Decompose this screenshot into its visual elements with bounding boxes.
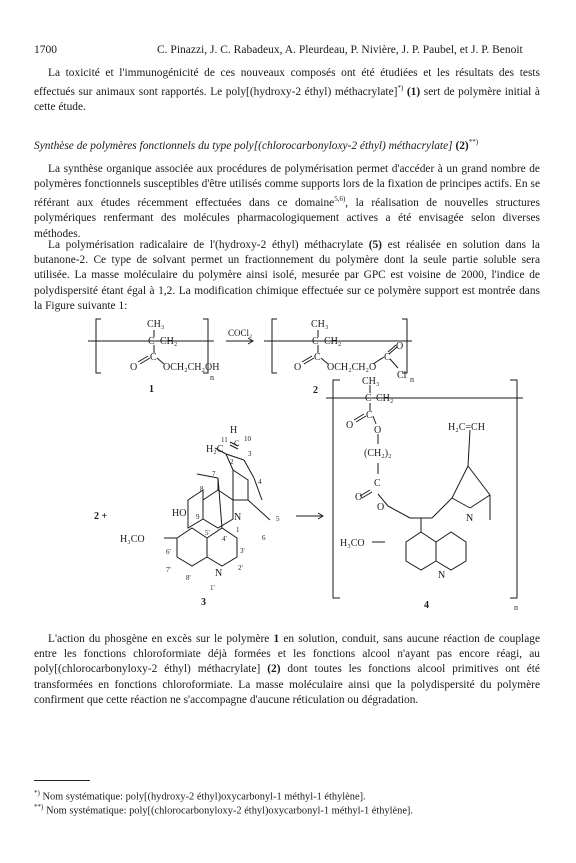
svg-text:1: 1 xyxy=(236,526,240,534)
label-och2ch2oh: OCH₂CH₂OH xyxy=(163,362,220,373)
compound-label-3: 3 xyxy=(201,597,206,608)
label-n-quinuclidine: N xyxy=(466,513,474,524)
footnote-2: **) Nom systématique: poly[(chlorocarbonyloxy-2 éthyl)oxycarbonyl-1 méthyl-1 éthylène]. xyxy=(34,803,413,817)
label-c: C xyxy=(148,336,155,347)
product-4-structure xyxy=(326,380,523,598)
label-c: C xyxy=(365,393,372,404)
svg-text:9: 9 xyxy=(196,513,200,521)
label-ch2: CH₂ xyxy=(160,336,178,347)
label-c: C xyxy=(234,439,240,448)
svg-text:7': 7' xyxy=(166,566,171,574)
label-c: C xyxy=(374,478,381,489)
label-c: C xyxy=(384,352,391,363)
compound-label-2: 2 xyxy=(313,385,318,396)
label-c: C xyxy=(312,336,319,347)
svg-text:10: 10 xyxy=(244,435,251,443)
svg-text:6': 6' xyxy=(166,548,171,556)
svg-text:8: 8 xyxy=(200,485,204,493)
label-cl: Cl xyxy=(397,370,407,381)
label-ch3: CH₃ xyxy=(147,319,165,330)
label-ch2: CH₂ xyxy=(324,336,342,347)
svg-text:4: 4 xyxy=(258,478,262,486)
svg-text:7: 7 xyxy=(212,470,216,478)
svg-text:11: 11 xyxy=(221,436,228,444)
svg-text:2': 2' xyxy=(238,564,243,572)
compound-label-4: 4 xyxy=(424,600,429,611)
running-header-authors: C. Pinazzi, J. C. Rabadeux, A. Pleurdeau, P. Nivière, J. P. Paubel, et J. P. Benoit xyxy=(157,44,523,56)
label-c: C xyxy=(314,352,321,363)
svg-text:8': 8' xyxy=(186,574,191,582)
svg-text:5: 5 xyxy=(276,515,280,523)
svg-text:3: 3 xyxy=(248,450,252,458)
label-o: O xyxy=(346,420,354,431)
label-ch2: CH₂ xyxy=(376,393,394,404)
label-h3co: H₃CO xyxy=(120,534,145,545)
reagent-label: COCl₂ xyxy=(228,328,253,338)
quinine-structure xyxy=(164,442,270,566)
label-och2ch2o: OCH₂CH₂O xyxy=(327,362,377,373)
label-ho: HO xyxy=(172,508,187,519)
label-n-quinoline: N xyxy=(438,570,446,581)
intro-paragraph: La toxicité et l'immunogénicité de ces nouveaux composés ont été étudiées et les résultats des tests effectués sur animaux sont rapportés. Le poly[(hydroxy-2 éthyl) méthacrylate]*) (1) sert de polymère initial à cette étude. xyxy=(34,67,540,114)
section-heading: Synthèse de polymères fonctionnels du type poly[(chlorocarbonyloxy-2 éthyl) méthacrylate] (2)**) xyxy=(34,138,479,152)
label-h3co: H₃CO xyxy=(340,538,365,549)
svg-text:5': 5' xyxy=(205,529,210,537)
svg-text:1': 1' xyxy=(210,584,215,592)
paragraph-polymerization: La polymérisation radicalaire de l'(hydroxy-2 éthyl) méthacrylate (5) est réalisée en solution dans la butanone-2. Ce type de solvant permet un fractionnement du polymère dont la seule partie soluble sera utilisée. La masse moléculaire du polymère ainsi isolé, mesurée par GPC est voisine de 2000, l'indice de polydispersité étant égal à 1,2. La modification chimique effectuée sur ce polymère support est montrée dans la Figure suivante 1: xyxy=(34,239,540,312)
svg-text:2: 2 xyxy=(230,458,234,466)
label-n: n xyxy=(210,373,214,382)
label-n-quinuclidine: N xyxy=(234,512,242,523)
compound-label-1: 1 xyxy=(149,384,154,395)
svg-text:3': 3' xyxy=(240,547,245,555)
label-n: n xyxy=(410,375,414,384)
label-o: O xyxy=(396,341,404,352)
label-n: n xyxy=(514,603,518,612)
label-c: C xyxy=(366,410,373,421)
label-n-quinoline: N xyxy=(215,568,223,579)
label-h: H xyxy=(230,425,238,436)
label-2-plus: 2 + xyxy=(94,511,108,522)
label-o: O xyxy=(377,502,385,513)
footnote-rule xyxy=(34,780,90,781)
label-ch2-2: (CH₂)₂ xyxy=(364,448,392,459)
label-c: C xyxy=(150,352,157,363)
svg-text:6: 6 xyxy=(262,534,266,542)
label-o: O xyxy=(374,425,382,436)
footnote-1: *) Nom systématique: poly[(hydroxy-2 éthyl)oxycarbonyl-1 méthyl-1 éthylène]. xyxy=(34,789,366,803)
label-o: O xyxy=(294,362,302,373)
svg-text:4': 4' xyxy=(222,535,227,543)
label-h2c: H₂C xyxy=(206,444,224,455)
label-o: O xyxy=(355,492,363,503)
page-number: 1700 xyxy=(34,44,57,56)
label-vinyl: H₂C=CH xyxy=(448,422,485,433)
paragraph-phosgene: L'action du phosgène en excès sur le polymère 1 en solution, conduit, sans aucune réaction de couplage entre les fonctions chloroformiate déjà formées et les fonctions alcool n'ayant pas encore réagi, au poly[(chlorocarbonyloxy-2 éthyl) méthacrylate] (2) dont toutes les fonctions alcool primitives ont été transformées en fonctions chloroformiate. La masse moléculaire ainsi que la polydispersité du polymère confirment que cette réaction ne s'accompagne d'aucune réticulation ou dégradation. xyxy=(34,633,541,706)
label-ch3: CH₃ xyxy=(362,376,380,387)
paragraph-synthesis: La synthèse organique associée aux procédures de polymérisation permet d'accéder à un grand nombre de polymères fonctionnels susceptibles d'être utilisés comme supports lors de la fixation de principes actifs. En se référant aux études récemment effectuées dans ce domaine$^{5,6)}$, la réalisation de nouvelles structures polymériques renfermant des molécules pharmacologiquement actives a été envisagée selon diverses méthodes. xyxy=(34,163,540,240)
label-o: O xyxy=(130,362,138,373)
label-ch3: CH₃ xyxy=(311,319,329,330)
